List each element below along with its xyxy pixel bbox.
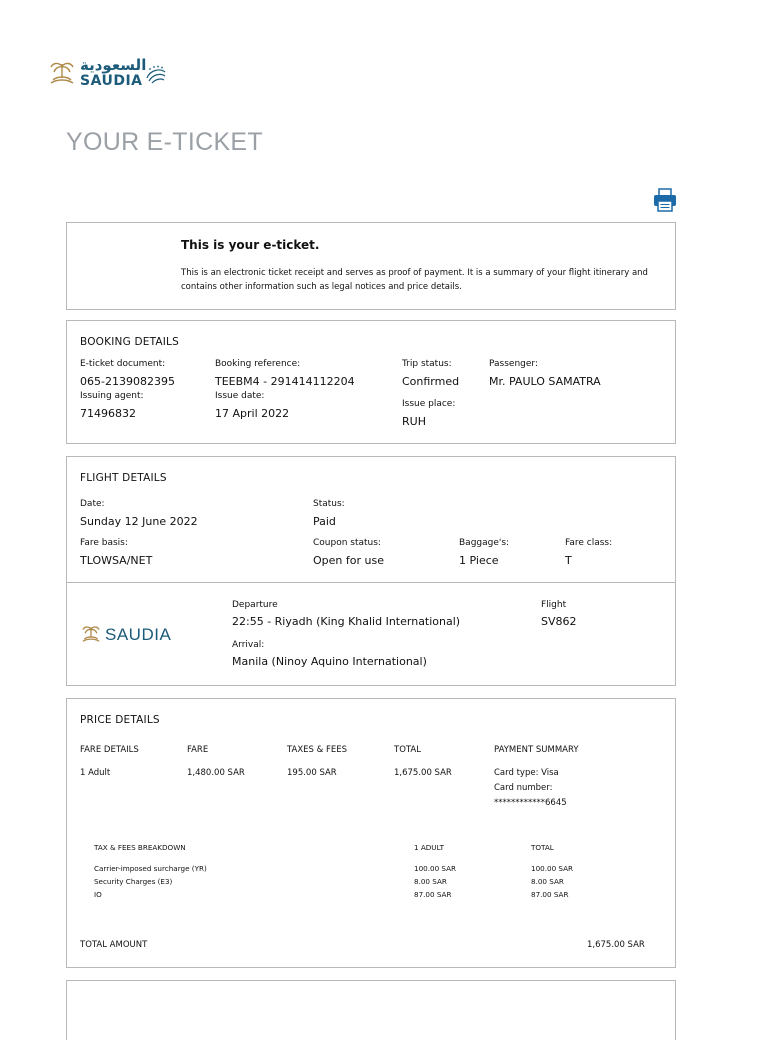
flight-date-label: Date:	[80, 499, 105, 509]
issue-date-label: Issue date:	[215, 391, 265, 401]
col-payment-summary: PAYMENT SUMMARY	[494, 745, 579, 755]
departure-label: Departure	[232, 600, 278, 610]
booking-reference-label: Booking reference:	[215, 359, 301, 369]
airline-logo-text: SAUDIA	[105, 625, 172, 644]
tax-row-total: 87.00 SAR	[531, 890, 569, 899]
departure-value: 22:55 - Riyadh (King Khalid International)	[232, 615, 461, 628]
issue-place-label: Issue place:	[402, 399, 456, 409]
tax-row-name: IO	[94, 890, 102, 899]
tax-row-name: Security Charges (E3)	[94, 877, 173, 886]
baggage-label: Baggage's:	[459, 538, 510, 548]
airline-palm-emblem-icon	[80, 623, 102, 645]
price-details-title: PRICE DETAILS	[80, 714, 160, 726]
col-fare: FARE	[187, 745, 209, 755]
page-title: YOUR E-TICKET	[66, 128, 263, 156]
taxes-amount: 195.00 SAR	[287, 768, 337, 778]
issue-date-value: 17 April 2022	[215, 407, 290, 420]
fare-class-value: T	[565, 554, 572, 567]
issuing-agent-label: Issuing agent:	[80, 391, 144, 401]
booking-details-title: BOOKING DETAILS	[80, 336, 179, 348]
flight-number-value: SV862	[541, 615, 577, 628]
intro-section	[66, 222, 676, 310]
trip-status-label: Trip status:	[402, 359, 452, 369]
fare-basis-value: TLOWSA/NET	[80, 554, 153, 567]
price-details-section	[66, 698, 676, 968]
arrival-value: Manila (Ninoy Aquino International)	[232, 655, 427, 668]
booking-reference-value: TEEBM4 - 291414112204	[215, 375, 355, 388]
tax-row-adult: 87.00 SAR	[414, 890, 452, 899]
brand-arabic-name: السعودية	[80, 56, 147, 74]
arrival-label: Arrival:	[232, 640, 265, 650]
total-amount-row: 1,675.00 SAR	[394, 768, 452, 778]
flight-date-value: Sunday 12 June 2022	[80, 515, 198, 528]
card-number: ************6645	[494, 798, 567, 808]
tax-row-total: 8.00 SAR	[531, 877, 564, 886]
fare-pax: 1 Adult	[80, 768, 111, 778]
coupon-status-value: Open for use	[313, 554, 384, 567]
flight-status-label: Status:	[313, 499, 345, 509]
col-total: TOTAL	[394, 745, 421, 755]
tax-row-name: Carrier-imposed surcharge (YR)	[94, 864, 207, 873]
col-fare-details: FARE DETAILS	[80, 745, 139, 755]
intro-heading: This is your e-ticket.	[181, 238, 320, 252]
intro-body: This is an electronic ticket receipt and serves as proof of payment. It is a summary of your flight itinerary and contains other information such as legal notices and price details.	[181, 268, 648, 292]
card-type: Card type: Visa	[494, 768, 559, 778]
brand-english-name: SAUDIA	[80, 73, 143, 89]
flight-divider	[67, 582, 675, 583]
tax-breakdown-col-adult: 1 ADULT	[414, 843, 444, 852]
coupon-status-label: Coupon status:	[313, 538, 381, 548]
issue-place-value: RUH	[402, 415, 426, 428]
flight-details-section	[66, 456, 676, 686]
passenger-label: Passenger:	[489, 359, 538, 369]
flight-number-label: Flight	[541, 600, 567, 610]
eticket-label: E-ticket document:	[80, 359, 166, 369]
eticket-value: 065-2139082395	[80, 375, 175, 388]
tax-row-adult: 8.00 SAR	[414, 877, 447, 886]
flight-details-title: FLIGHT DETAILS	[80, 472, 167, 484]
passenger-value: Mr. PAULO SAMATRA	[489, 375, 601, 388]
fare-class-label: Fare class:	[565, 538, 613, 548]
total-amount-label: TOTAL AMOUNT	[80, 940, 148, 950]
tax-breakdown-col-total: TOTAL	[531, 843, 554, 852]
tax-row-adult: 100.00 SAR	[414, 864, 457, 873]
skyteam-icon	[144, 64, 168, 86]
total-amount-value: 1,675.00 SAR	[587, 940, 645, 950]
next-section	[66, 980, 676, 1040]
tax-breakdown-title: TAX & FEES BREAKDOWN	[94, 843, 186, 852]
issuing-agent-value: 71496832	[80, 407, 136, 420]
print-icon[interactable]	[652, 187, 678, 213]
fare-basis-label: Fare basis:	[80, 538, 128, 548]
col-taxes-fees: TAXES & FEES	[287, 745, 347, 755]
saudia-palm-emblem-icon	[48, 58, 76, 88]
baggage-value: 1 Piece	[459, 554, 499, 567]
tax-row-total: 100.00 SAR	[531, 864, 574, 873]
card-number-label: Card number:	[494, 783, 553, 793]
trip-status-value: Confirmed	[402, 375, 460, 388]
flight-status-value: Paid	[313, 515, 336, 528]
fare-amount: 1,480.00 SAR	[187, 768, 245, 778]
booking-details-section	[66, 320, 676, 444]
